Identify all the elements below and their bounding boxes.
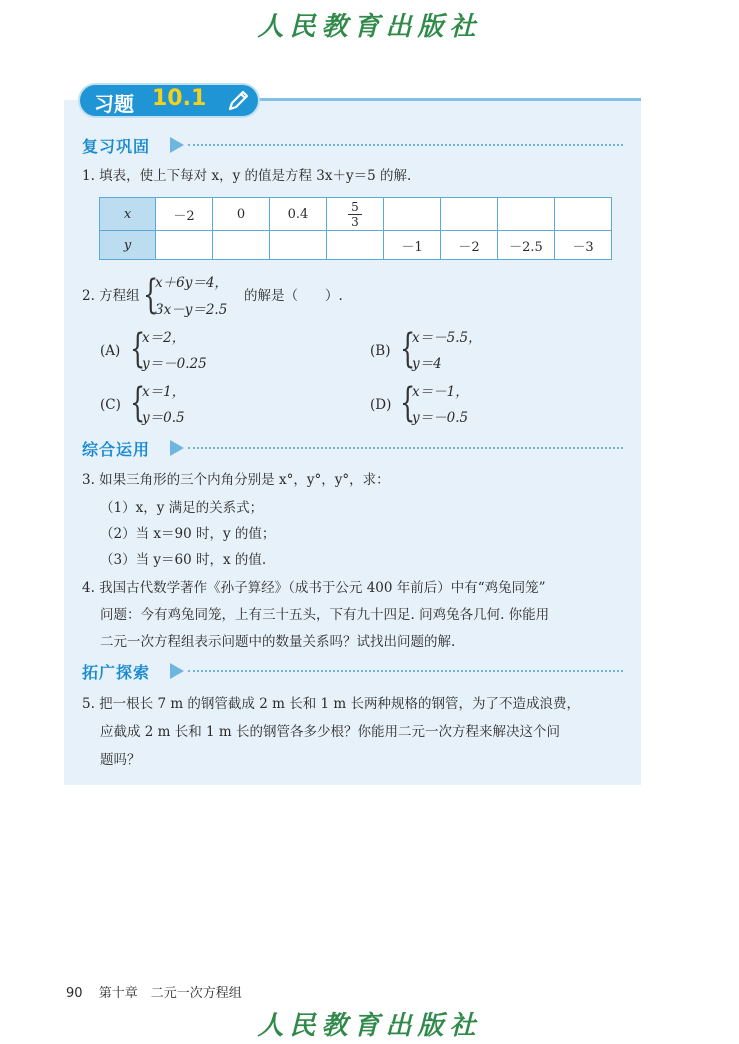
table-cell: －1: [384, 231, 441, 260]
fraction-denominator: 3: [351, 214, 359, 229]
question-2-suffix: 的解是（ ）.: [244, 288, 343, 304]
question-5-line-1: 5. 把一根长 7 m 的钢管截成 2 m 长和 1 m 长两种规格的钢管，为了不造成浪费，: [82, 696, 580, 712]
option-a-label: (A): [100, 343, 121, 359]
table-cell: －2.5: [498, 231, 555, 260]
table-cell: [156, 231, 213, 260]
dotted-divider: [188, 670, 623, 672]
question-3: 3. 如果三角形的三个内角分别是 x°，y°，y°，求：: [82, 472, 390, 488]
section-title: 拓广探索: [82, 663, 151, 682]
dotted-divider: [188, 447, 623, 449]
option-b-line-2: y＝4: [412, 356, 442, 372]
table-cell: －2: [156, 198, 213, 231]
table-cell: [441, 198, 498, 231]
option-c-label: (C): [100, 397, 121, 413]
arrow-icon: [170, 137, 184, 153]
table-cell-fraction: [327, 198, 384, 231]
question-1: 1. 填表，使上下每对 x，y 的值是方程 3x＋y＝5 的解.: [82, 168, 412, 184]
brace: {: [130, 380, 146, 426]
arrow-icon: [170, 440, 184, 456]
section-review: [82, 134, 150, 156]
question-2-prefix: 2. 方程组: [82, 288, 140, 304]
option-a-line-1: x＝2，: [142, 330, 186, 346]
pencil-icon: [226, 89, 250, 113]
table-cell: [270, 231, 327, 260]
section-title: 复习巩固: [82, 137, 151, 156]
option-d-line-1: x＝－1，: [412, 384, 469, 400]
option-b-line-1: x＝－5.5，: [412, 330, 482, 346]
table-cell: [498, 198, 555, 231]
option-b-label: (B): [370, 343, 391, 359]
page-number: 90: [66, 986, 83, 1001]
badge-label: 习题: [94, 92, 134, 116]
option-c-line-2: y＝0.5: [142, 410, 185, 426]
q2-equation-1: x＋6y＝4，: [155, 275, 228, 291]
answer-table: [99, 197, 612, 260]
question-4-line-2: 问题：今有鸡兔同笼，上有三十五头，下有九十四足. 问鸡兔各几何. 你能用: [100, 607, 550, 623]
question-4-line-3: 二元一次方程组表示问题中的数量关系吗？试找出问题的解.: [100, 634, 456, 650]
brace: {: [400, 326, 416, 372]
option-d-label: (D): [370, 397, 392, 413]
dotted-divider: [188, 144, 623, 146]
arrow-icon: [170, 663, 184, 679]
table-cell: [213, 231, 270, 260]
table-header-y: y: [100, 231, 156, 260]
brace: {: [143, 272, 159, 318]
chapter-title: 第十章 二元一次方程组: [98, 986, 242, 1001]
section-explore: [82, 660, 150, 682]
section-title: 综合运用: [82, 440, 151, 459]
question-3-part-3: （3）当 y＝60 时，x 的值.: [100, 552, 267, 568]
table-cell: [327, 231, 384, 260]
question-3-part-2: （2）当 x＝90 时，y 的值；: [100, 526, 276, 542]
table-cell: 0.4: [270, 198, 327, 231]
section-apply: [82, 437, 150, 459]
fraction-numerator: 5: [348, 200, 362, 215]
option-c-line-1: x＝1，: [142, 384, 186, 400]
table-cell: [384, 198, 441, 231]
question-4-line-1: 4. 我国古代数学著作《孙子算经》（成书于公元 400 年前后）中有“鸡兔同笼”: [82, 580, 546, 596]
publisher-watermark-top: 人民教育出版社: [257, 12, 482, 42]
publisher-watermark-bottom: 人民教育出版社: [257, 1011, 482, 1041]
q2-equation-2: 3x－y＝2.5: [155, 302, 228, 318]
brace: {: [400, 380, 416, 426]
question-5-line-2: 应截成 2 m 长和 1 m 长的钢管各多少根？你能用二元一次方程来解决这个问: [100, 724, 561, 740]
table-cell: [555, 198, 612, 231]
option-d-line-2: y＝－0.5: [412, 410, 469, 426]
table-cell: －3: [555, 231, 612, 260]
question-5-line-3: 题吗？: [100, 752, 141, 768]
table-cell: 0: [213, 198, 270, 231]
question-3-part-1: （1）x，y 满足的关系式；: [100, 500, 264, 516]
exercise-badge: [80, 85, 258, 116]
table-header-x: x: [100, 198, 156, 231]
brace: {: [130, 326, 146, 372]
badge-number: 10.1: [152, 86, 207, 111]
page-footer: [66, 982, 242, 1001]
option-a-line-2: y＝－0.25: [142, 356, 207, 372]
table-cell: －2: [441, 231, 498, 260]
